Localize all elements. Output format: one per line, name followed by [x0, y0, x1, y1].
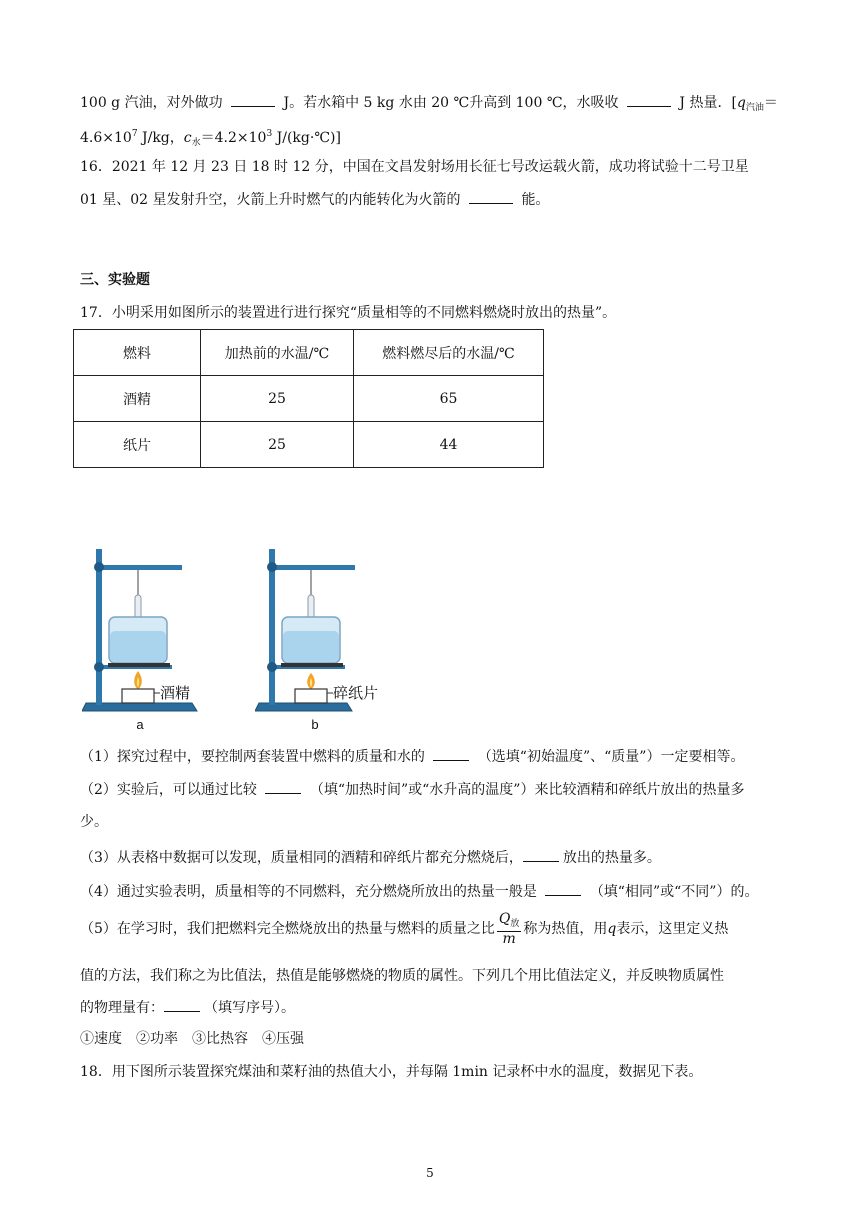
table-header-row	[74, 330, 544, 376]
q15-line-2	[80, 124, 341, 153]
q17-p4-text-b: （填“相同”或“不同”）的。	[589, 884, 759, 900]
q17-p1-blank[interactable]	[433, 746, 469, 761]
q15-c-symbol: c	[183, 130, 192, 146]
table-cell: 65	[354, 376, 544, 422]
q15-work-blank[interactable]	[231, 92, 275, 107]
table-header-cell: 燃料	[74, 330, 201, 376]
table-cell: 纸片	[74, 422, 201, 468]
q17-p3-text-a: （3）从表格中数据可以发现，质量相同的酒精和碎纸片都充分燃烧后，	[80, 850, 523, 866]
q17-p5-blank[interactable]	[164, 997, 200, 1012]
q17-part-2-cont: 少。	[80, 814, 108, 830]
q15-text-d: ＝	[763, 95, 778, 111]
q17-part-2	[80, 779, 744, 800]
q17-p4-text-a: （4）通过实验表明，质量相等的不同燃料，充分燃烧所放出的热量一般是	[80, 884, 537, 900]
q17-options: ①速度 ②功率 ③比热容 ④压强	[80, 1031, 304, 1047]
q17-part-4	[80, 881, 758, 902]
apparatus-a-figure	[82, 545, 202, 735]
q17-p1-text-a: （1）探究过程中，要控制两套装置中燃料的质量和水的	[80, 749, 425, 765]
q17-part-5	[80, 912, 728, 946]
table-cell: 25	[201, 422, 354, 468]
table-row	[74, 422, 544, 468]
fuel-label-a: 酒精	[160, 685, 191, 702]
q17-p5-text-c: 表示，这里定义热	[616, 921, 729, 937]
q17-p5-q-symbol: q	[607, 921, 617, 937]
table-row	[74, 376, 544, 422]
q18-intro: 18．用下图所示装置探究煤油和菜籽油的热值大小，并每隔 1min 记录杯中水的温度，数据见下表。	[80, 1064, 703, 1080]
q17-p5-text-a: （5）在学习时，我们把燃料完全燃烧放出的热量与燃料的质量之比	[80, 921, 495, 937]
q15-text-b: J。若水箱中 5 kg 水由 20 ℃升高到 100 ℃，水吸收	[283, 95, 619, 111]
q17-p3-text-b: 放出的热量多。	[562, 850, 661, 866]
fuel-container	[122, 689, 154, 703]
q17-part-5-line-2: 值的方法，我们称之为比值法，热值是能够燃烧的物质的属性。下列几个用比值法定义，并反映物质属性	[80, 968, 724, 984]
q15-text-c: J 热量．[	[679, 95, 737, 111]
table-header-cell: 加热前的水温/℃	[201, 330, 354, 376]
section-3-heading: 三、实验题	[80, 272, 150, 288]
q15-l2-exp2: 3	[266, 129, 273, 139]
fuel-temperature-table	[73, 329, 544, 468]
q15-c-subscript: 水	[191, 138, 201, 148]
figure-caption-a: a	[136, 717, 144, 732]
table-cell: 44	[354, 422, 544, 468]
q16-energy-blank[interactable]	[469, 189, 513, 204]
q17-p5-text-b: 称为热值，用	[523, 921, 608, 937]
table-header-cell: 燃料燃尽后的水温/℃	[354, 330, 544, 376]
q17-p3-blank[interactable]	[523, 847, 559, 862]
q16-text-b: 能。	[521, 192, 550, 208]
stand-rod	[269, 549, 275, 705]
page-number: 5	[426, 1166, 434, 1180]
q15-text-a: 100 g 汽油，对外做功	[80, 95, 223, 111]
q15-line-1	[80, 92, 778, 118]
q15-heat-blank[interactable]	[627, 92, 671, 107]
figure-caption-b: b	[311, 717, 319, 732]
fraction-denominator: m	[502, 931, 516, 947]
q17-intro: 17．小明采用如图所示的装置进行进行探究“质量相等的不同燃料燃烧时放出的热量”。	[80, 305, 617, 321]
q16-line-1: 16．2021 年 12 月 23 日 18 时 12 分，中国在文昌发射场用长征七号改运载火箭，成功将试验十二号卫星	[80, 159, 749, 175]
table-cell: 25	[201, 376, 354, 422]
fraction-numerator-subscript: 放	[510, 919, 520, 929]
q17-p2-text-a: （2）实验后，可以通过比较	[80, 782, 257, 798]
q15-l2-b: J/kg，	[137, 130, 184, 146]
q15-l2-c: ＝4.2×10	[200, 130, 267, 146]
apparatus-b-figure	[255, 545, 395, 735]
q15-l2-exp: 7	[131, 129, 138, 139]
q15-l2-d: J/(kg·℃)]	[272, 130, 341, 146]
q17-part-5-line-3	[80, 997, 295, 1018]
stand-rod	[96, 549, 102, 705]
q15-q-symbol: q	[736, 95, 746, 111]
q17-p2-blank[interactable]	[265, 779, 301, 794]
q16-text-a: 01 星、02 星发射升空，火箭上升时燃气的内能转化为火箭的	[80, 192, 461, 208]
q17-p5-l3-text-a: 的物理量有：	[80, 1000, 164, 1016]
fuel-label-b: 碎纸片	[333, 685, 379, 702]
table-cell: 酒精	[74, 376, 201, 422]
q17-p2-text-b: （填“加热时间”或“水升高的温度”）来比较酒精和碎纸片放出的热量多	[309, 782, 745, 798]
fuel-container	[295, 689, 327, 703]
heat-value-fraction	[497, 912, 522, 946]
q17-part-3	[80, 847, 661, 868]
q17-p5-l3-text-b: （填写序号）。	[204, 1000, 295, 1016]
q17-part-1	[80, 746, 744, 767]
q15-q-subscript: 汽油	[745, 103, 764, 113]
q15-l2-a: 4.6×10	[80, 130, 132, 146]
q17-p1-text-b: （选填“初始温度”、“质量”）一定要相等。	[477, 749, 745, 765]
q17-p4-blank[interactable]	[545, 881, 581, 896]
q16-line-2	[80, 189, 549, 210]
fraction-numerator: Q	[498, 911, 511, 927]
